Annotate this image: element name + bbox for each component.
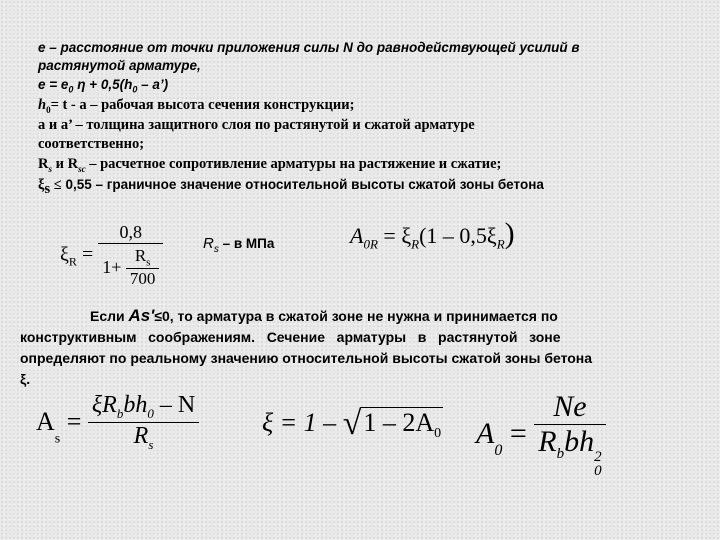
- formula-a0r: $A_{0R} = \xi_R(1 - 0,5\xi_R)$: [350, 217, 515, 252]
- formula-a0: $A_0$ = Ne $R_bbh$ 2 0: [476, 390, 606, 478]
- def-a: а и а’ – толщина защитного слоя по растянутой и сжатой арматуре: [38, 117, 475, 133]
- formula-as: $A_s$ = $\frac{\xi R_bbh_0 - N}{R_s}$: [36, 392, 199, 453]
- def-a-cont: соответственно;: [38, 136, 145, 152]
- formula-xi: $\xi = 1 - √1 - 2A_0$: [262, 405, 442, 442]
- def-rs: $R_s$ и $R_{sc}$ – расчетное сопротивление арматуры на растяжение и сжатие;: [38, 156, 502, 174]
- def-line-e-cont: растянутой арматуре,: [38, 58, 201, 73]
- def-xi: $\xi_s \le 0,55$ – граничное значение относительной высоты сжатой зоны бетона: [38, 177, 544, 198]
- def-line-e: е – расстояние от точки приложения силы N до равнодействующей усилий в: [38, 40, 580, 55]
- formula-e: $е = е_0$ $\eta + 0,5(h_0$ – а’): [38, 77, 169, 95]
- paragraph-line-2: конструктивным соображениям. Сечение арматуры в растянутой зоне: [20, 329, 561, 345]
- paragraph-line-3: определяют по реальному значению относительной высоты сжатой зоны бетона: [20, 350, 593, 366]
- rs-units: $R_s$ – в МПа: [203, 235, 275, 255]
- paragraph-line-4: ξ.: [20, 371, 31, 387]
- paragraph-line-1: Если As'≤0, то арматура в сжатой зоне не нужна и принимается по: [90, 306, 558, 325]
- formula-xi-r: $\xi_R$ = 0,8 1+ $\frac{R_s}{700}$: [60, 222, 163, 289]
- def-h0: $h_0= t - a$ – рабочая высота сечения конструкции;: [38, 97, 355, 115]
